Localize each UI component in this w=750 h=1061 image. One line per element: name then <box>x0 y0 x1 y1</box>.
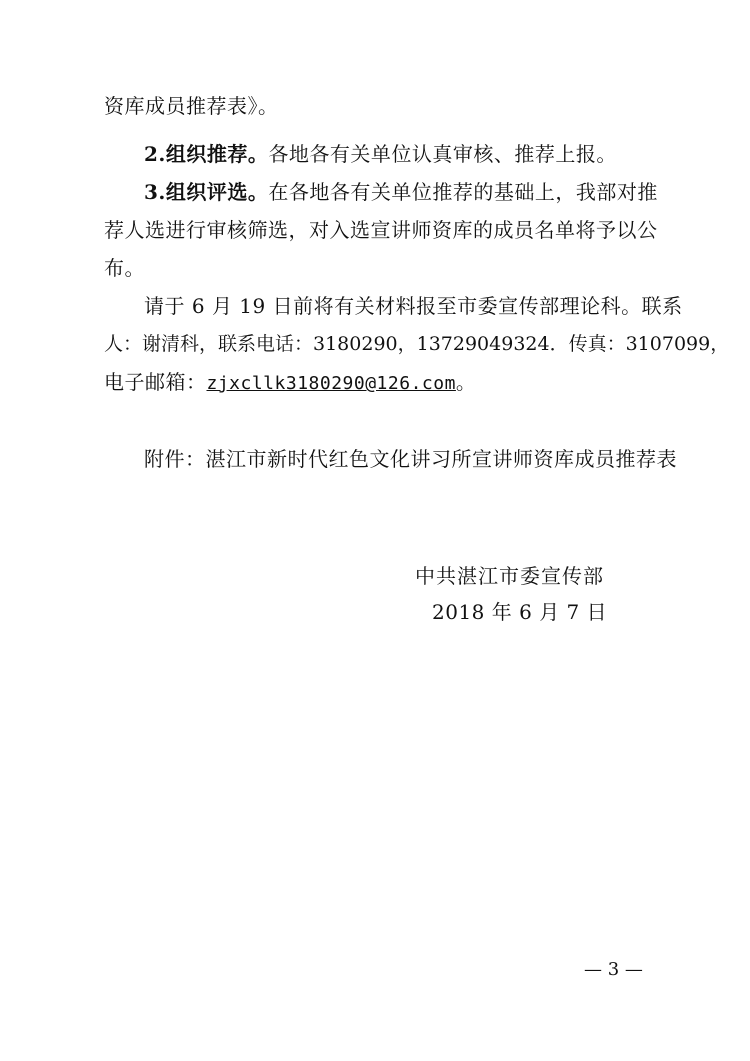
continuation-text: 资库成员推荐表》。 <box>104 94 279 118</box>
item-3-line-3-text: 布。 <box>104 256 145 280</box>
item-2-paragraph <box>144 140 704 168</box>
item-3-line-2 <box>104 216 664 244</box>
item-3-heading: 3.组织评选。 <box>144 180 269 204</box>
contact-paragraph <box>144 292 704 320</box>
contact-line-2-row <box>104 330 730 358</box>
signature-organization: 中共湛江市委宣传部 <box>415 564 604 588</box>
contact-line-2: 人：谢清科，联系电话：3180290，13729049324．传真：3107099， <box>104 333 730 355</box>
email-link[interactable]: zjxcllk3180290@126.com <box>206 373 456 394</box>
signature-date: 2018 年 6 月 7 日 <box>432 600 608 624</box>
email-label: 电子邮箱： <box>104 370 207 394</box>
contact-line-3-row <box>104 368 664 398</box>
paragraph-continuation <box>104 92 664 120</box>
item-3-text: 在各地各有关单位推荐的基础上，我部对推 <box>268 180 658 204</box>
item-2-heading: 2.组织推荐。 <box>144 142 269 166</box>
item-3-line-2-text: 荐人选进行审核筛选，对入选宣讲师资库的成员名单将予以公 <box>104 218 658 242</box>
contact-line-1: 请于 6 月 19 日前将有关材料报至市委宣传部理论科。联系 <box>144 294 683 318</box>
page-number: — 3 — <box>584 959 643 980</box>
item-3-paragraph <box>144 178 704 206</box>
item-3-line-3 <box>104 254 664 282</box>
item-2-text: 各地各有关单位认真审核、推荐上报。 <box>268 142 617 166</box>
attachment-text: 附件：湛江市新时代红色文化讲习所宣讲师资库成员推荐表 <box>144 447 677 471</box>
email-suffix: 。 <box>455 370 477 394</box>
attachment-line <box>144 445 704 473</box>
